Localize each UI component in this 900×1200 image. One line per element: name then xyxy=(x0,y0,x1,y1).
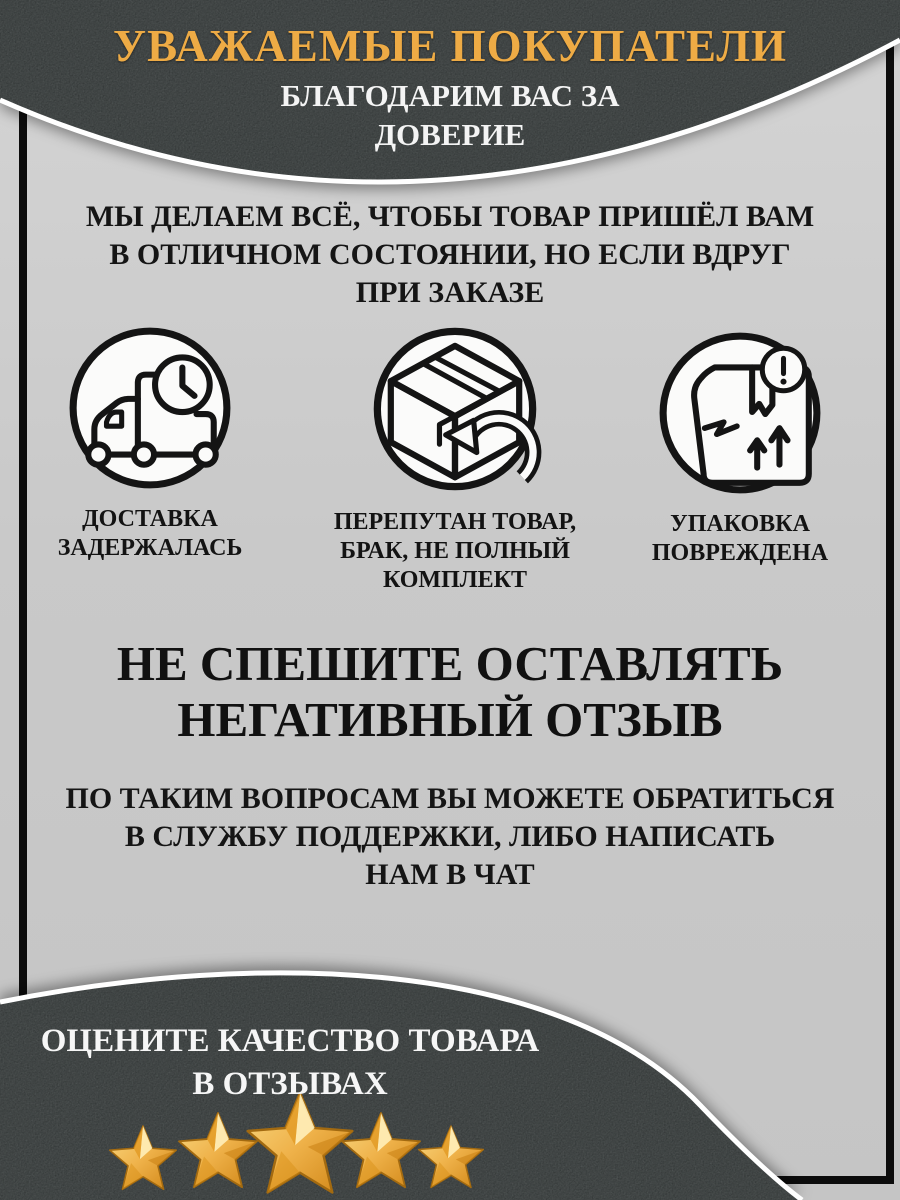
issue-label: ДОСТАВКА ЗАДЕРЖАЛАСЬ xyxy=(57,506,243,561)
support-line: НАМ В ЧАТ xyxy=(365,858,535,891)
page-title: УВАЖАЕМЫЕ ПОКУПАТЕЛИ xyxy=(113,21,787,71)
damaged-package-icon xyxy=(654,327,826,499)
warning-heading xyxy=(0,636,900,748)
support-line: ПО ТАКИМ ВОПРОСАМ ВЫ МОЖЕТЕ ОБРАТИТЬСЯ xyxy=(65,782,835,815)
intro-paragraph xyxy=(0,198,900,312)
issue-label: ПЕРЕПУТАН ТОВАР, БРАК, НЕ ПОЛНЫЙ КОМПЛЕКТ xyxy=(333,509,577,593)
issue-card-wrong-item xyxy=(325,321,585,595)
subtitle-line: БЛАГОДАРИМ ВАС ЗА xyxy=(280,78,620,113)
warning-line: НЕ СПЕШИТЕ ОСТАВЛЯТЬ xyxy=(116,636,784,691)
issue-card-damaged-packaging xyxy=(620,327,860,568)
footer-line: ОЦЕНИТЕ КАЧЕСТВО ТОВАРА xyxy=(40,1023,540,1059)
intro-line: В ОТЛИЧНОМ СОСТОЯНИИ, НО ЕСЛИ ВДРУГ xyxy=(109,238,791,271)
footer-cta xyxy=(0,1020,580,1106)
intro-line: ПРИ ЗАКАЗЕ xyxy=(355,276,545,309)
issue-card-delivery xyxy=(30,322,270,563)
subtitle-line: ДОВЕРИЕ xyxy=(374,117,526,152)
support-paragraph xyxy=(0,780,900,894)
delivery-truck-clock-icon xyxy=(64,322,236,494)
warning-line: НЕГАТИВНЫЙ ОТЗЫВ xyxy=(177,692,723,747)
intro-line: МЫ ДЕЛАЕМ ВСЁ, ЧТОБЫ ТОВАР ПРИШЁЛ ВАМ xyxy=(85,200,815,233)
issue-label: УПАКОВКА ПОВРЕЖДЕНА xyxy=(651,511,829,566)
footer-line: В ОТЗЫВАХ xyxy=(192,1066,388,1102)
page-subtitle xyxy=(0,76,900,154)
mixed-up-box-return-icon xyxy=(367,321,543,497)
support-line: В СЛУЖБУ ПОДДЕРЖКИ, ЛИБО НАПИСАТЬ xyxy=(124,820,776,853)
